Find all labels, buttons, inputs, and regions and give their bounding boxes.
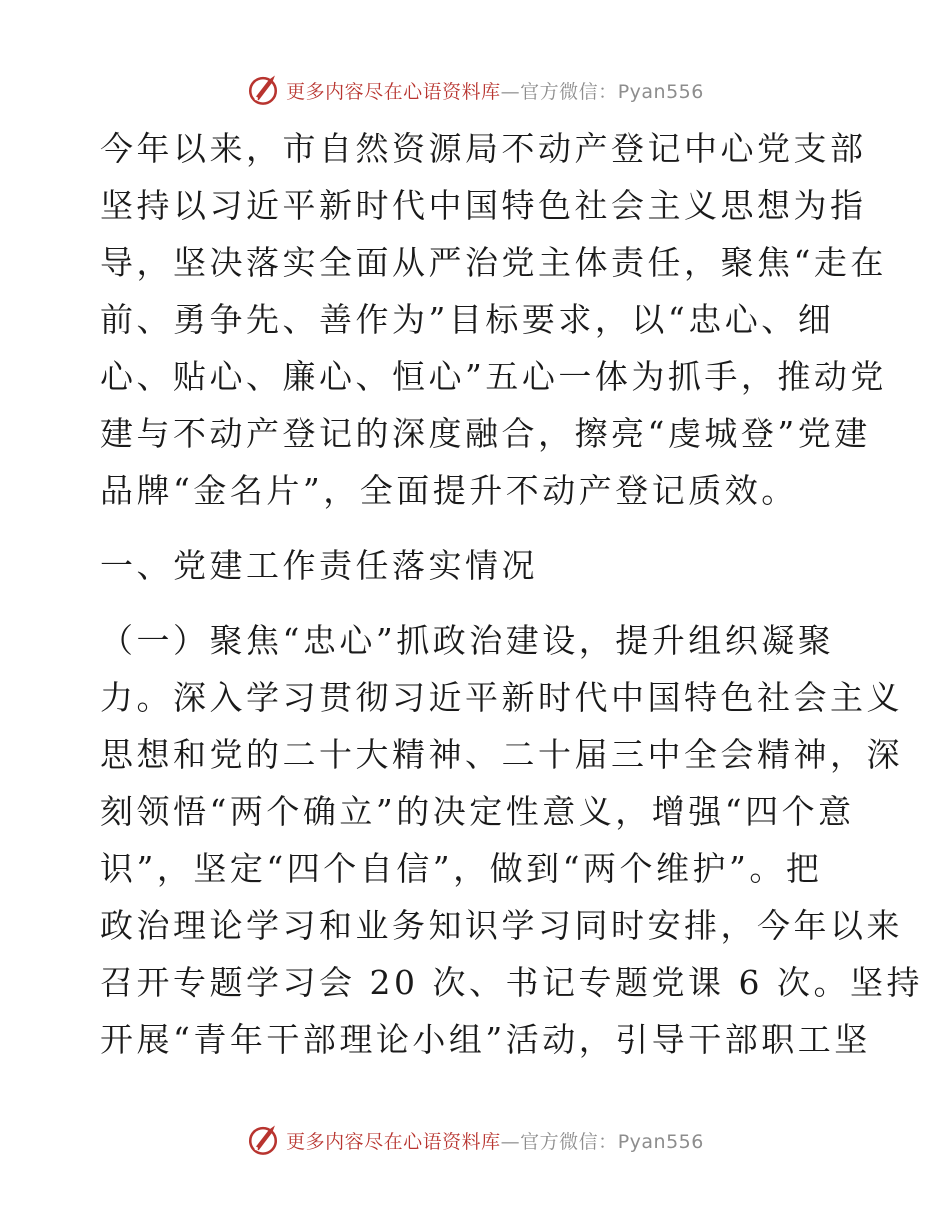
text-line: 开展“青年干部理论小组”活动，引导干部职工坚: [100, 1020, 871, 1059]
text-line: 力。深入学习贯彻习近平新时代中国特色社会主义: [100, 678, 903, 717]
text-line: 思想和党的二十大精神、二十届三中全会精神，深: [100, 735, 903, 774]
banner-separator: —: [500, 1130, 521, 1153]
text-line: 今年以来，市自然资源局不动产登记中心党支部: [100, 129, 867, 168]
text-line: 坚持以习近平新时代中国特色社会主义思想为指: [100, 186, 867, 225]
intro-paragraph: [100, 120, 887, 519]
banner-site-text: 更多内容尽在心语资料库: [286, 1130, 501, 1153]
text-line: 政治理论学习和业务知识学习同时安排，今年以来: [100, 906, 903, 945]
footer-watermark-banner: [0, 1120, 950, 1160]
section-paragraph: [100, 612, 923, 1068]
banner-separator: —: [500, 80, 521, 103]
banner-site-text: 更多内容尽在心语资料库: [286, 80, 501, 103]
text-line: 前、勇争先、善作为”目标要求，以“忠心、细: [100, 300, 835, 339]
banner-wechat-id: Pyan556: [617, 1130, 704, 1153]
document-body: [100, 120, 923, 1068]
text-line: （一）聚焦“忠心”抓政治建设，提升组织凝聚: [100, 621, 835, 660]
text-line: 导，坚决落实全面从严治党主体责任，聚焦“走在: [100, 243, 887, 282]
header-watermark-banner: [0, 70, 950, 110]
quill-pen-logo-icon: [246, 73, 280, 107]
text-line: 识”，坚定“四个自信”，做到“两个维护”。把: [100, 849, 823, 888]
section-heading: [100, 537, 850, 594]
text-line: 召开专题学习会 20 次、书记专题党课 6 次。坚持: [100, 963, 923, 1002]
text-line: 心、贴心、廉心、恒心”五心一体为抓手，推动党: [100, 357, 887, 396]
heading-line: 一、党建工作责任落实情况: [100, 546, 538, 585]
banner-wechat-label: 官方微信：: [520, 1130, 618, 1153]
banner-wechat-id: Pyan556: [617, 80, 704, 103]
quill-pen-logo-icon: [246, 1123, 280, 1157]
banner-wechat-label: 官方微信：: [520, 80, 618, 103]
text-line: 刻领悟“两个确立”的决定性意义，增强“四个意: [100, 792, 855, 831]
text-line: 建与不动产登记的深度融合，擦亮“虔城登”党建: [100, 414, 871, 453]
text-line: 品牌“金名片”，全面提升不动产登记质效。: [100, 471, 798, 510]
